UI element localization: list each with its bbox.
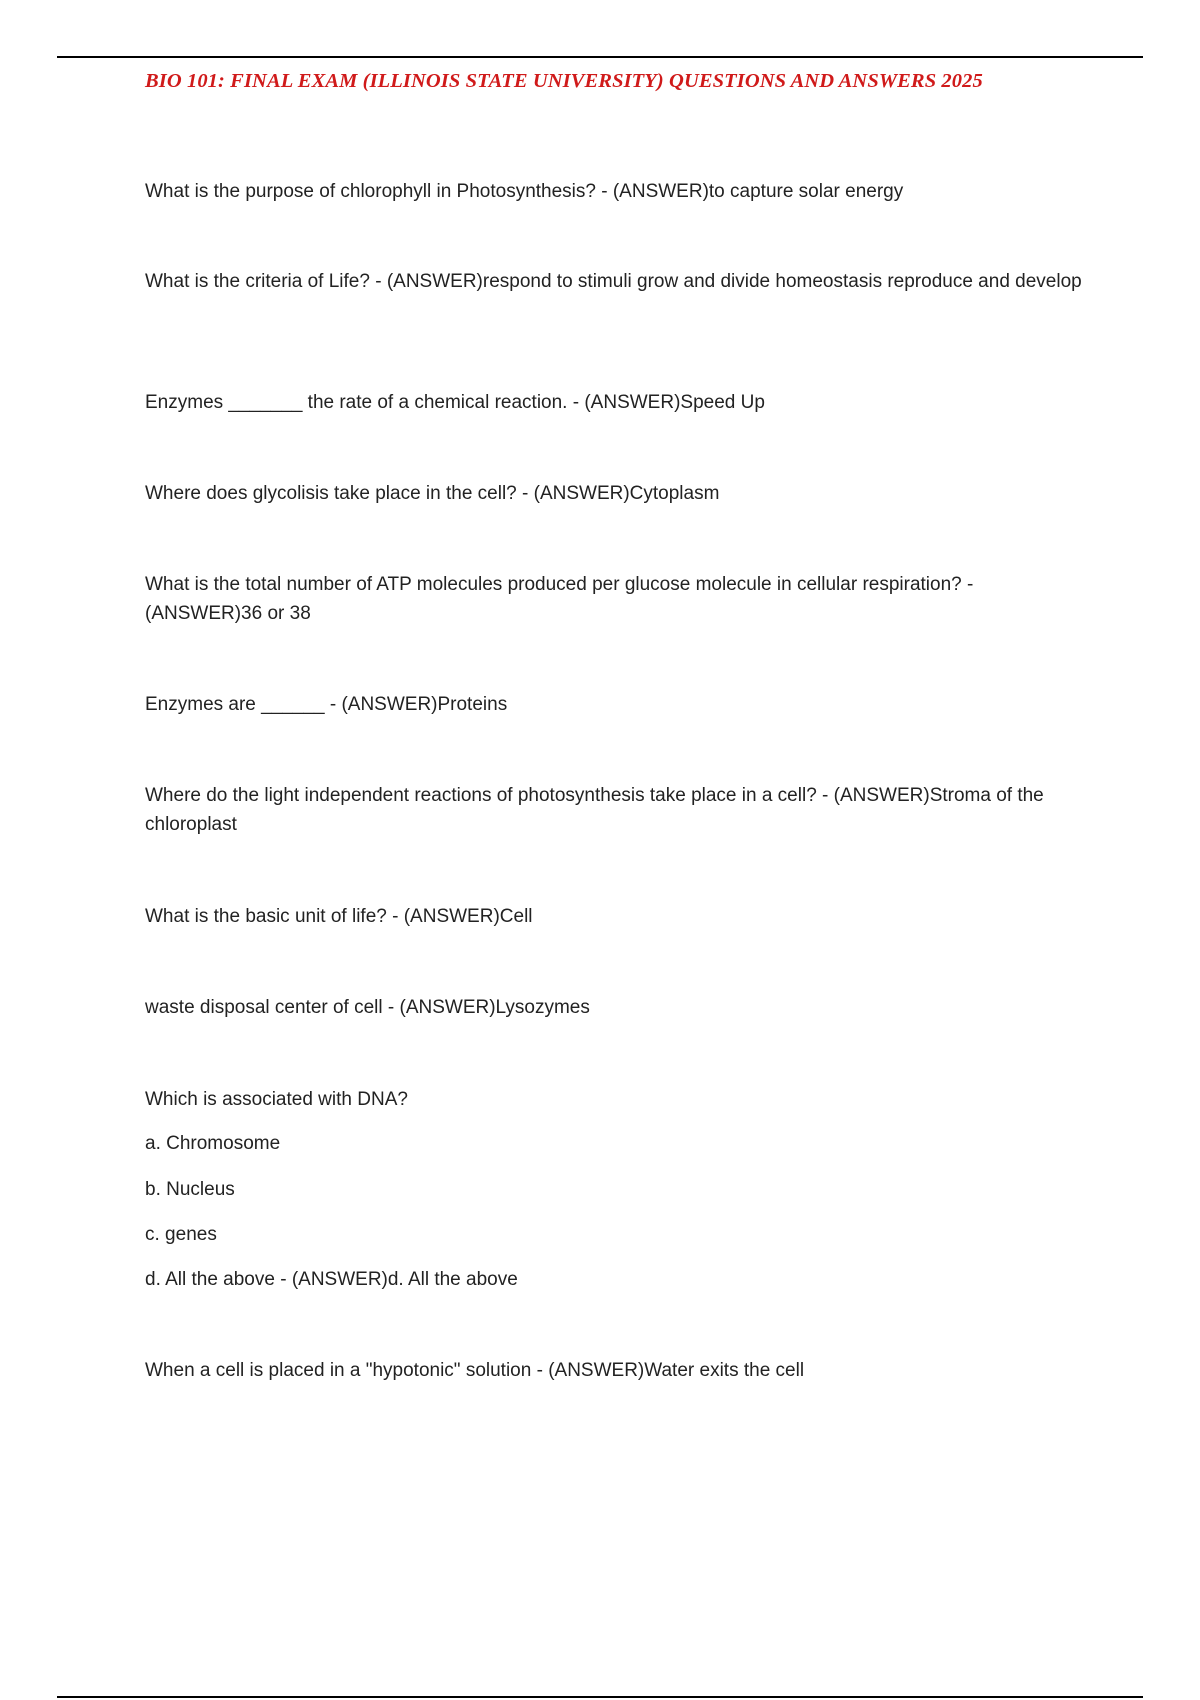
mc-option-c: c. genes [145, 1224, 217, 1245]
qa-item-5: What is the total number of ATP molecules produced per glucose molecule in cellular respiration? - (ANSWER)36 or 38 [145, 574, 974, 624]
footer-rule [57, 1696, 1143, 1698]
qa-item-7: Where do the light independent reactions of photosynthesis take place in a cell? - (ANSWER)Stroma of the chloroplast [145, 785, 1044, 835]
qa-item-9: waste disposal center of cell - (ANSWER)Lysozymes [145, 997, 590, 1018]
mc-option-d: d. All the above - (ANSWER)d. All the above [145, 1269, 518, 1290]
qa-item-2: What is the criteria of Life? - (ANSWER)respond to stimuli grow and divide homeostasis reproduce and develop [145, 271, 1082, 292]
qa-item-8: What is the basic unit of life? - (ANSWER)Cell [145, 906, 533, 927]
qa-item-1: What is the purpose of chlorophyll in Photosynthesis? - (ANSWER)to capture solar energy [145, 181, 904, 202]
qa-item-6: Enzymes are ______ - (ANSWER)Proteins [145, 694, 508, 715]
document-title: BIO 101: FINAL EXAM (ILLINOIS STATE UNIVERSITY) QUESTIONS AND ANSWERS 2025 [145, 70, 983, 92]
header-rule [57, 56, 1143, 58]
mc-option-b: b. Nucleus [145, 1179, 235, 1200]
mc-question: Which is associated with DNA? [145, 1089, 408, 1110]
qa-item-last: When a cell is placed in a "hypotonic" solution - (ANSWER)Water exits the cell [145, 1360, 805, 1381]
qa-item-4: Where does glycolisis take place in the cell? - (ANSWER)Cytoplasm [145, 483, 720, 504]
qa-item-3: Enzymes _______ the rate of a chemical reaction. - (ANSWER)Speed Up [145, 392, 765, 413]
mc-option-a: a. Chromosome [145, 1133, 281, 1154]
